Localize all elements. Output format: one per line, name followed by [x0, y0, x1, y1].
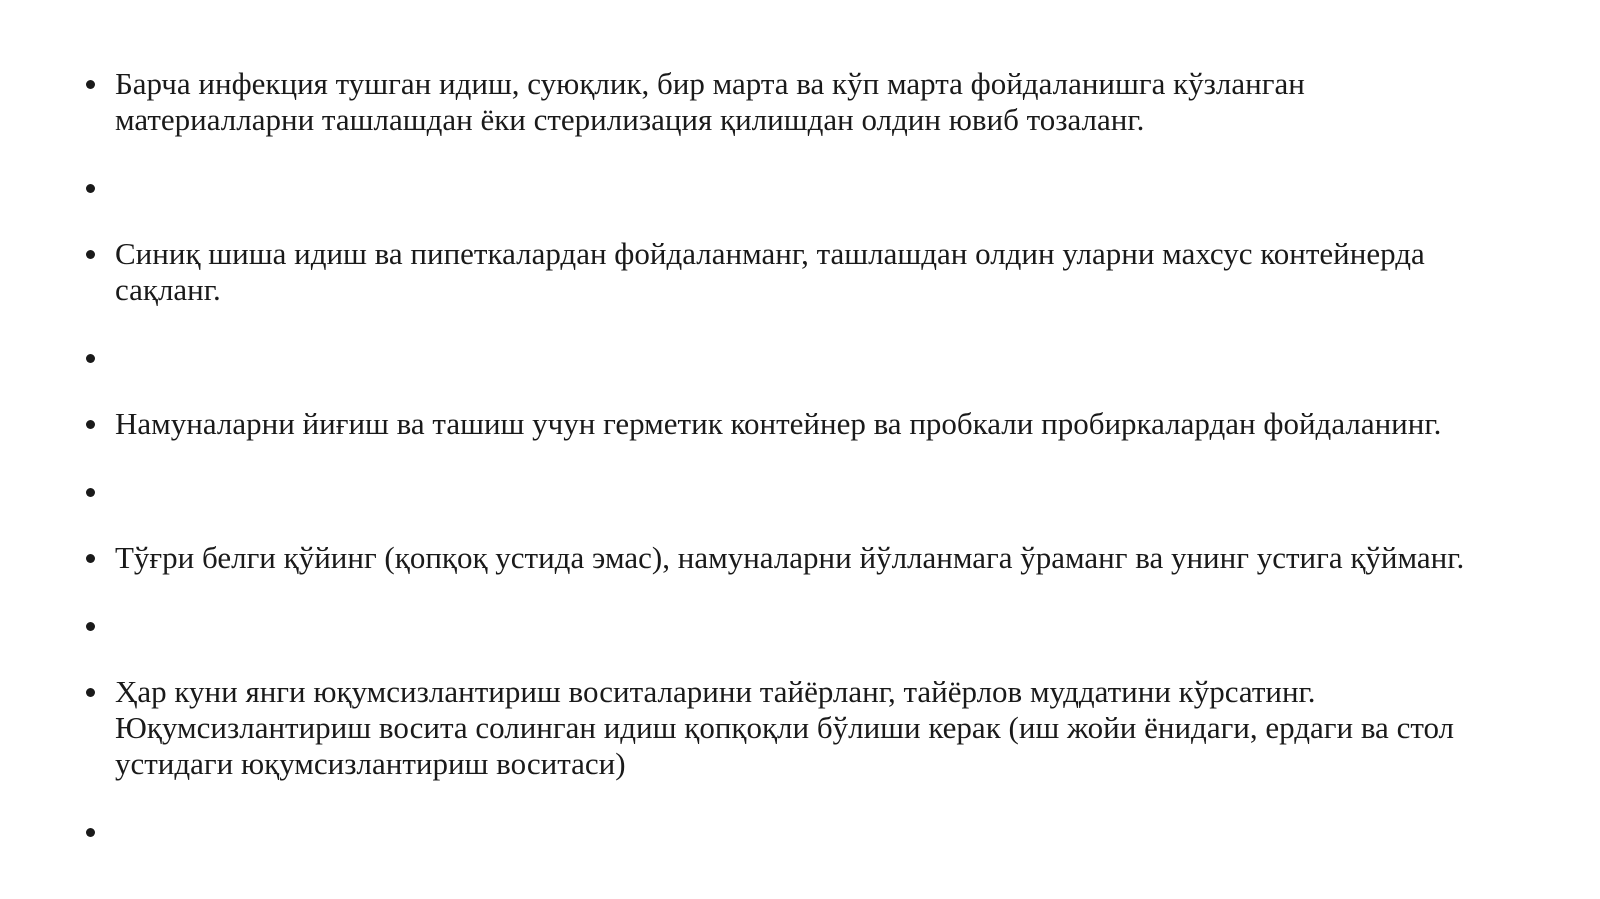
bullet-text: Барча инфекция тушган идиш, суюқлик, бир марта ва кўп марта фойдаланишга кўзланган материалларни ташлашдан ёки стерилизация қилишдан олдин ювиб тозаланг. [115, 66, 1305, 137]
bullet-list [0, 66, 1486, 850]
bullet-dot-icon [86, 828, 95, 837]
bullet-dot-icon [86, 622, 95, 631]
bullet-item [86, 406, 1486, 442]
bullet-dot-icon [86, 250, 95, 259]
bullet-item [86, 66, 1486, 138]
bullet-text: Ҳар куни янги юқумсизлантириш воситаларини тайёрланг, тайёрлов муддатини кўрсатинг. Юқумсизлантириш восита солинган идиш қопқоқли бўлиши керак (иш жойи ёнидаги, ердаги ва стол устидаги юқумсизлантириш воситаси) [115, 674, 1455, 781]
bullet-item [86, 674, 1486, 782]
bullet-dot-icon [86, 184, 95, 193]
empty-bullet-item [86, 608, 1486, 644]
bullet-text: Намуналарни йиғиш ва ташиш учун герметик контейнер ва пробкали пробиркалардан фойдаланинг. [115, 406, 1442, 441]
bullet-dot-icon [86, 80, 95, 89]
bullet-text: Тўғри белги қўйинг (қопқоқ устида эмас), намуналарни йўлланмага ўраманг ва унинг устига қўйманг. [115, 540, 1465, 575]
bullet-dot-icon [86, 554, 95, 563]
bullet-text: Синиқ шиша идиш ва пипеткалардан фойдаланманг, ташлашдан олдин уларни махсус контейнерда сақланг. [115, 236, 1425, 307]
empty-bullet-item [86, 814, 1486, 850]
bullet-item [86, 236, 1486, 308]
bullet-dot-icon [86, 354, 95, 363]
bullet-dot-icon [86, 420, 95, 429]
bullet-dot-icon [86, 488, 95, 497]
empty-bullet-item [86, 340, 1486, 376]
bullet-item [86, 540, 1486, 576]
bullet-dot-icon [86, 688, 95, 697]
empty-bullet-item [86, 474, 1486, 510]
empty-bullet-item [86, 170, 1486, 206]
